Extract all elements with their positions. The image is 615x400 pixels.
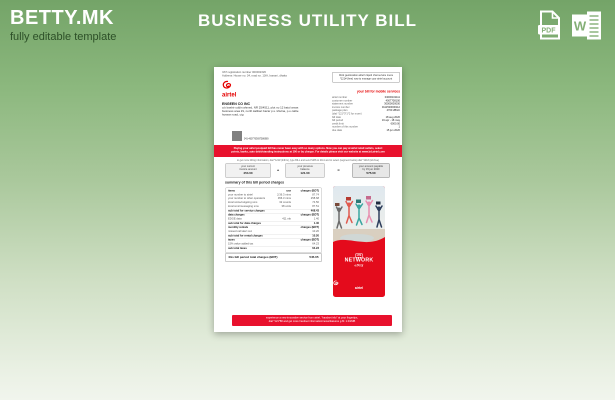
vat-line: VAT registration number 000002326 [222, 71, 266, 74]
summary-subtotal-row [228, 234, 319, 238]
issuer-address-line: Address: House no. 34, road no. 13/A, banani, dhaka [222, 74, 287, 78]
amount-payable-box [352, 163, 390, 178]
summary-row [228, 217, 319, 221]
account-row-label: invoice number [332, 105, 350, 109]
summary-cell [268, 222, 291, 226]
summary-title: summary of this bill period charges [225, 181, 285, 185]
account-row-value: 0111530000112 [381, 105, 400, 109]
summary-subtotal-row [228, 221, 319, 225]
vat-address-block [222, 71, 287, 78]
summary-cell [268, 209, 291, 213]
summary-cell: your number to airtel [228, 193, 253, 197]
promo-photo [333, 186, 385, 250]
summary-cell: 38 units [281, 204, 291, 208]
account-row-value: 30000000000 [384, 102, 400, 106]
summary-cell: local sms/messaging sms [228, 204, 259, 208]
summary-cell: monthly rentals [228, 226, 249, 230]
account-row-label: due date [332, 128, 343, 132]
summary-cell: 87.51 [312, 204, 319, 208]
billing-help-line: to get more billing information, dial *121# (24hrs), type BILL and send SMS to 2111 and to select (segment below) dial *121# (toll-free) [236, 159, 380, 162]
summary-cell: 258.68 [310, 197, 319, 201]
bill-total-value: 545.05 [309, 256, 319, 259]
payment-notice-line: points, banks, auto debit/standing instructions at 100 or by cheque. For details please visit our website at www.bd.airtel.com [231, 150, 385, 154]
payment-notice-line: Paying your airtel postpaid bill has never been easy with so many options. Now you can pay at airtel retail outlets, select [233, 147, 383, 150]
summary-cell: your number to other operators [228, 197, 266, 201]
summary-cell: sub total for rental charges [228, 234, 263, 238]
bill-total-label: this bill period total charges (BDT) [228, 256, 278, 259]
summary-cell [268, 234, 291, 238]
account-row-value: 15 jun 2020 [386, 128, 400, 132]
summary-cell: local voice/outgoing sms [228, 201, 258, 205]
site-logo: BETTY.MK [10, 7, 114, 29]
summary-cell: 32 counts [279, 201, 291, 205]
summary-cell: 468.43 [310, 209, 319, 213]
summary-cell: sub total for data charges [228, 221, 261, 225]
customer-block [222, 102, 327, 117]
equals-operator: = [337, 168, 340, 173]
pdf-download-icon[interactable] [537, 10, 563, 40]
page-title: BUSINESS UTILITY BILL [197, 11, 418, 30]
summary-cell: use [286, 189, 291, 193]
summary-row [228, 230, 319, 234]
summary-cell: charges (BDT) [300, 226, 319, 230]
promo-text [333, 254, 385, 269]
summary-subtotal-row [228, 209, 319, 213]
summary-cell: 64.23 [312, 246, 319, 250]
summary-cell: 456.3 mins [277, 197, 291, 201]
account-row-label: customer number [332, 99, 353, 103]
word-download-icon[interactable] [572, 11, 602, 40]
current-invoice-label: invoice amount [239, 168, 257, 172]
amount-payable-label: by 15 jun 2020 [362, 168, 380, 172]
promo-airtel-logo [333, 280, 385, 290]
lte-badge: LTE [356, 254, 362, 257]
customer-address-line: business area #1, north kalibari bazar p.s. khulna, p.o cable [222, 110, 299, 113]
customer-address-line: hossan road, ctg [222, 113, 244, 117]
summary-cell: data charges [228, 213, 245, 217]
footer-line: dial *121*8# and get more handset information/news/features g.fb: 1.0/2MB [268, 320, 356, 323]
summary-cell: 64.23 [312, 242, 319, 246]
barcode [232, 131, 242, 141]
account-row-label: number of this number [332, 125, 358, 129]
previous-balance-amount: 121.00 [300, 171, 310, 175]
account-row-label: credit limit [332, 122, 344, 126]
summary-cell: items [228, 189, 236, 193]
account-row-label: package plan [332, 109, 348, 113]
summary-cell: 411 mb [282, 217, 291, 221]
charges-summary-table [225, 188, 322, 253]
account-row-label: bill date [332, 115, 341, 119]
previous-balance-box [285, 163, 325, 178]
amount-payable-amount: 575.00 [366, 171, 376, 175]
bill-section-title: your bill for mobile services [356, 90, 400, 94]
amount-payable-label: your amount payable [358, 165, 384, 168]
plus-operator: + [276, 168, 280, 173]
barcode-number: 041-4607763697586969 [244, 137, 269, 140]
previous-balance-label: your previous [297, 165, 313, 168]
summary-cell: 74.50 [312, 201, 319, 205]
summary-row [228, 205, 319, 209]
account-row-label: statement number [332, 102, 353, 106]
summary-cell [268, 243, 291, 247]
account-row-value: 4007708100 [385, 99, 400, 103]
summary-cell: EDGE data [228, 217, 242, 221]
download-icons [537, 10, 602, 40]
account-row-label: bill period [332, 119, 344, 123]
summary-cell: sub total taxes [228, 246, 247, 250]
service-info-box [332, 72, 400, 83]
service-info-line: Click geolocation airtel's liquid chat service menu [338, 74, 394, 77]
account-row-value: 18 aug 2020 [385, 115, 400, 119]
summary-cell: charges (BDT) [300, 213, 319, 217]
summary-cell: 15% value added tax [228, 242, 254, 246]
account-row-value: 6000.00 [390, 122, 400, 126]
service-info-line: *121# (free) now to manage your airtel account [339, 77, 393, 81]
previous-balance-label: balance [300, 168, 310, 172]
account-row [332, 129, 400, 132]
promo-headline: NETWORK [344, 257, 374, 263]
summary-subtotal-row [228, 246, 319, 250]
summary-cell: 10.20 [312, 230, 319, 234]
summary-cell: missed call alert svc [228, 230, 253, 234]
summary-cell: 2:36.3 mins [277, 193, 291, 197]
footer-line: experience a new innovative service from airtel, "handset info" at your fingertips, [266, 316, 358, 320]
bill-document-preview [214, 67, 402, 332]
airtel-wordmark: airtel [222, 91, 237, 98]
summary-cell: 1.40 [313, 221, 319, 225]
account-row-value: 1 [398, 125, 400, 129]
summary-cell: charges (BDT) [300, 189, 319, 193]
document-footer-banner [232, 315, 392, 326]
site-tagline: fully editable template [10, 31, 117, 43]
summary-cell [268, 247, 291, 251]
account-row-value: 04000101111 [384, 96, 400, 99]
account-details-table [332, 96, 400, 132]
current-invoice-box [225, 163, 271, 178]
account-row-label: (dial *121*3*1*2 for more) [332, 112, 362, 116]
summary-cell: taxes [228, 238, 235, 242]
account-row-value: 4700 2BGK [386, 109, 400, 113]
summary-cell: sub total for service charges [228, 209, 265, 213]
payment-notice-banner [214, 145, 402, 157]
customer-address-line: c/o bashir uddin ahmed, NR 25/4511, plot no 12 batul amas [222, 106, 299, 110]
customer-name: ENGEEN CO INC [222, 102, 251, 106]
current-invoice-label: your current [241, 165, 255, 168]
bill-total-row [225, 253, 322, 262]
account-row-value: 19 apr - 18 may [381, 119, 400, 123]
svg-text:W: W [573, 18, 587, 33]
promo-airtel-wordmark: airtel [354, 286, 364, 290]
summary-cell [268, 230, 291, 234]
promo-subline: এগিয়ে [354, 264, 364, 268]
summary-cell: 10.20 [312, 234, 319, 238]
account-row-label: airtel number [332, 96, 348, 99]
summary-cell: 87.74 [312, 193, 319, 197]
summary-cell: 1.40 [313, 217, 319, 221]
summary-row [228, 243, 319, 247]
summary-cell: charges (BDT) [300, 238, 319, 242]
promo-banner [333, 186, 385, 297]
current-invoice-amount: 454.00 [243, 171, 253, 175]
svg-text:PDF: PDF [541, 27, 556, 35]
